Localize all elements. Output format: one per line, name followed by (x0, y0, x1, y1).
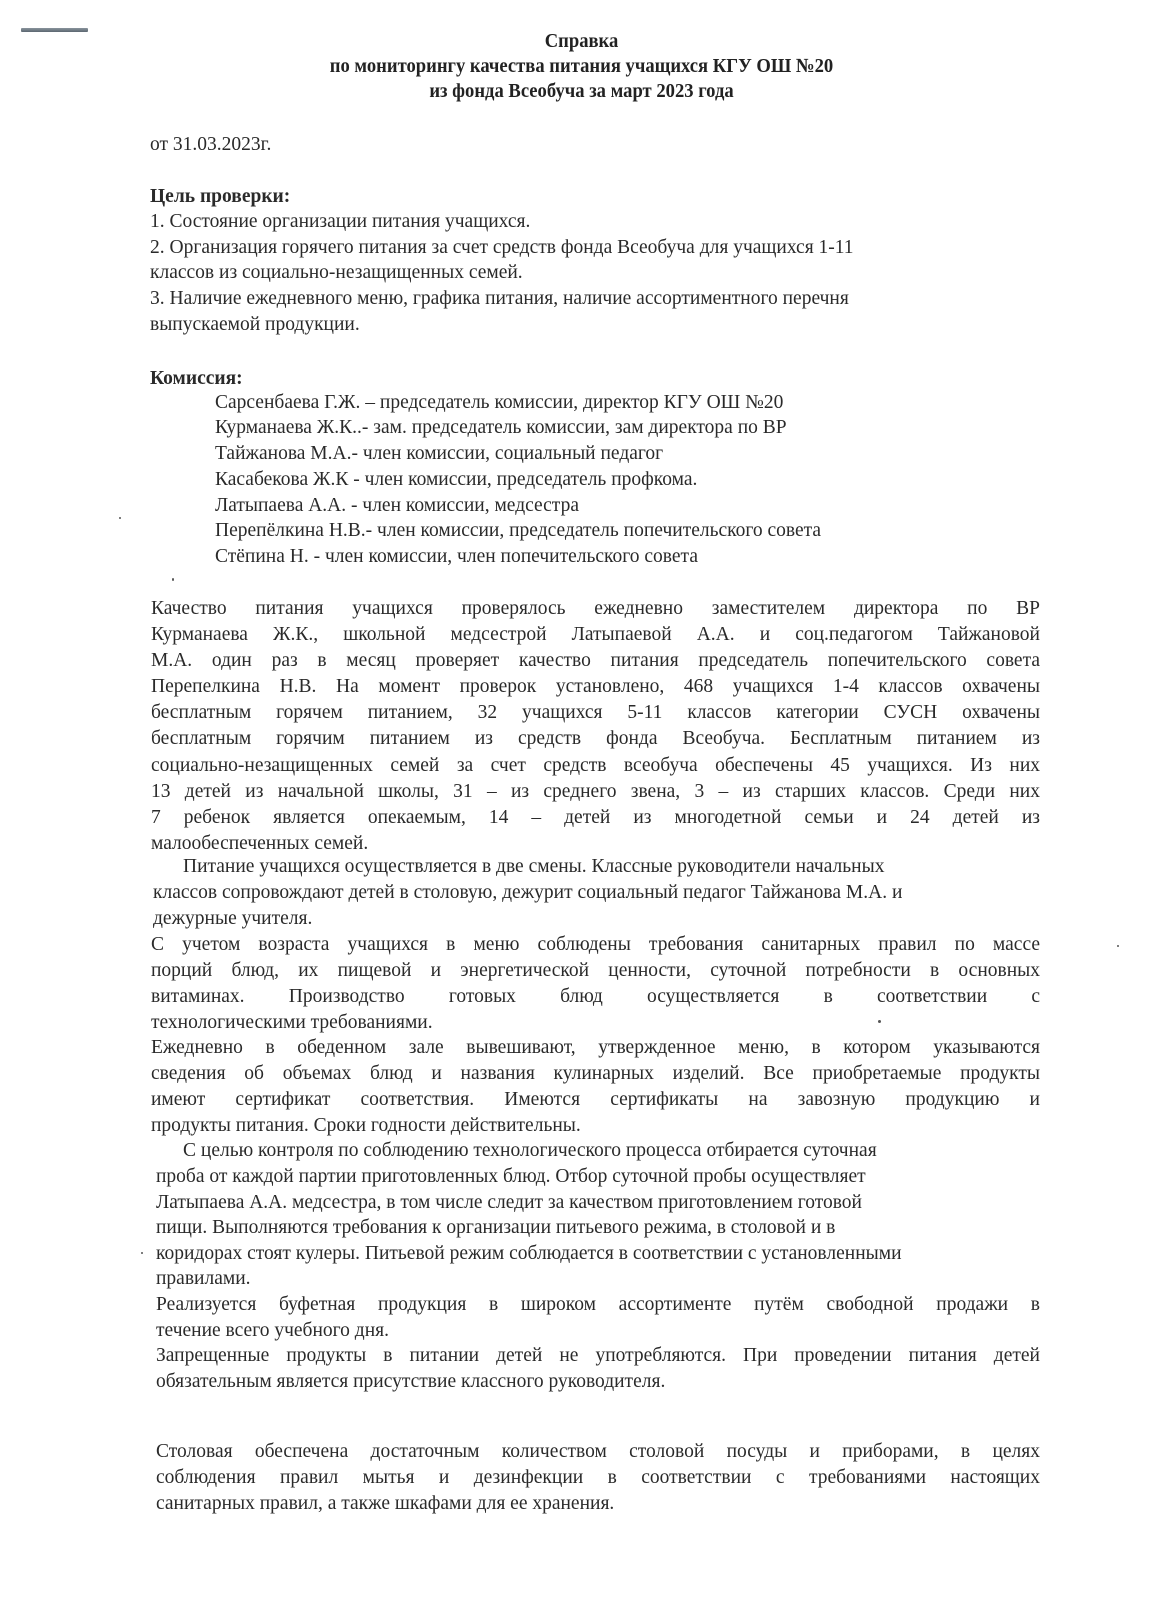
paragraph-line: социально-незащищенных семей за счет средств всеобуча обеспечены 45 учащихся. Из них (151, 754, 1040, 776)
commission-member: Латыпаева А.А. - член комиссии, медсестра (215, 495, 579, 516)
goal-item: классов из социально-незащищенных семей. (150, 262, 523, 283)
paragraph-line: Столовая обеспечена достаточным количеством столовой посуды и приборами, в целях (156, 1441, 1040, 1462)
commission-member: Сарсенбаева Г.Ж. – председатель комиссии, директор КГУ ОШ №20 (215, 392, 784, 413)
paragraph-line: Питание учащихся осуществляется в две смены. Классные руководители начальных (183, 856, 885, 877)
paragraph-line: продукты питания. Сроки годности действительны. (151, 1115, 581, 1137)
scan-speck (1117, 945, 1119, 947)
paragraph-line: санитарных правил, а также шкафами для ее хранения. (156, 1493, 615, 1515)
paragraph-line: технологическими требованиями. (151, 1012, 433, 1034)
paragraph-forbidden-products (156, 1343, 1040, 1395)
goal-item: 3. Наличие ежедневного меню, графика питания, наличие ассортиментного перечня (150, 288, 849, 309)
paragraph-line: 7 ребенок является опекаемым, 14 – детей из многодетной семьи и 24 детей из (151, 806, 1040, 828)
paragraph-line: Реализуется буфетная продукция в широком ассортименте путём свободной продажи в (156, 1294, 1040, 1315)
goal-item: 2. Организация горячего питания за счет средств фонда Всеобуча для учащихся 1-11 (150, 237, 854, 258)
title-line-1: Справка (544, 30, 619, 52)
paragraph-line: Латыпаева А.А. медсестра, в том числе следит за качеством приготовлением готовой (156, 1192, 862, 1213)
paragraph-quality-check (151, 596, 1040, 857)
paragraph-daily-menu (151, 1035, 1040, 1139)
paragraph-line: Ежедневно в обеденном зале вывешивают, утвержденное меню, в котором указываются (151, 1037, 1040, 1058)
paragraph-line: порций блюд, их пищевой и энергетической ценности, суточной потребности в основных (151, 960, 1040, 982)
paragraph-line: правилами. (156, 1268, 251, 1289)
paragraph-line: сведения об объемах блюд и названия кулинарных изделий. Все приобретаемые продукты (151, 1063, 1040, 1085)
paragraph-line: дежурные учителя. (153, 908, 313, 929)
paragraph-menu-requirements (151, 932, 1040, 1036)
commission-member: Касабекова Ж.К - член комиссии, председатель профкома. (215, 469, 698, 490)
paragraph-line: коридорах стоят кулеры. Питьевой режим соблюдается в соответствии с установленными (156, 1243, 902, 1264)
commission-member: Перепёлкина Н.В.- член комиссии, председатель попечительского совета (215, 520, 822, 541)
paragraph-line: витаминах. Производство готовых блюд осуществляется в соответствии с (151, 986, 1040, 1008)
paragraph-canteen-equipment (156, 1439, 1040, 1517)
scan-speck (141, 1252, 143, 1254)
paragraph-line: обязательным является присутствие классного руководителя. (156, 1371, 666, 1393)
goal-item: выпускаемой продукции. (150, 314, 360, 335)
scan-speck (119, 517, 121, 519)
paragraph-line: С целью контроля по соблюдению технологического процесса отбирается суточная (183, 1140, 877, 1161)
scan-speck (172, 578, 174, 581)
commission-member: Курманаева Ж.К..- зам. председатель комиссии, зам директора по ВР (215, 417, 787, 438)
commission-member: Стёпина Н. - член комиссии, член попечительского совета (215, 546, 698, 567)
document-date: от 31.03.2023г. (150, 134, 272, 155)
paragraph-line: проба от каждой партии приготовленных блюд. Отбор суточной пробы осуществляет (156, 1166, 866, 1187)
paragraph-line: 13 детей из начальной школы, 31 – из среднего звена, 3 – из старших классов. Среди них (151, 780, 1040, 802)
goal-heading: Цель проверки: (150, 186, 291, 207)
paragraph-line: М.А. один раз в месяц проверяет качество питания председатель попечительского совета (151, 650, 1040, 672)
paragraph-line: классов сопровождают детей в столовую, дежурит социальный педагог Тайжанова М.А. и (153, 882, 903, 903)
paragraph-line: С учетом возраста учащихся в меню соблюдены требования санитарных правил по массе (151, 934, 1040, 955)
paragraph-line: соблюдения правил мытья и дезинфекции в соответствии с требованиями настоящих (156, 1467, 1040, 1489)
commission-heading: Комиссия: (150, 368, 243, 389)
paragraph-line: бесплатным горячим питанием из средств фонда Всеобуча. Бесплатным питанием из (151, 728, 1040, 750)
goal-item: 1. Состояние организации питания учащихся. (150, 211, 531, 232)
paragraph-line: малообеспеченных семей. (151, 832, 369, 854)
paragraph-line: Курманаева Ж.К., школьной медсестрой Латыпаевой А.А. и соц.педагогом Тайжановой (151, 624, 1040, 646)
paragraph-line: Перепелкина Н.В. На момент проверок установлено, 468 учащихся 1-4 классов охвачены (151, 676, 1040, 698)
paragraph-line: бесплатным горячем питанием, 32 учащихся 5-11 классов категории СУСН охвачены (151, 702, 1040, 724)
document-title (0, 29, 1163, 104)
commission-member: Тайжанова М.А.- член комиссии, социальный педагог (215, 443, 664, 464)
title-line-2: по мониторингу качества питания учащихся КГУ ОШ №20 (329, 55, 834, 77)
title-line-3: из фонда Всеобуча за март 2023 года (429, 80, 734, 102)
paragraph-line: течение всего учебного дня. (156, 1320, 389, 1342)
paragraph-line: имеют сертификат соответствия. Имеются сертификаты на завозную продукцию и (151, 1089, 1040, 1111)
paragraph-line: Качество питания учащихся проверялось ежедневно заместителем директора по ВР (151, 598, 1040, 619)
paragraph-buffet (156, 1292, 1040, 1344)
paragraph-line: Запрещенные продукты в питании детей не употребляются. При проведении питания детей (156, 1345, 1040, 1366)
paragraph-line: пищи. Выполняются требования к организации питьевого режима, в столовой и в (156, 1217, 836, 1238)
scan-speck (878, 1020, 881, 1023)
